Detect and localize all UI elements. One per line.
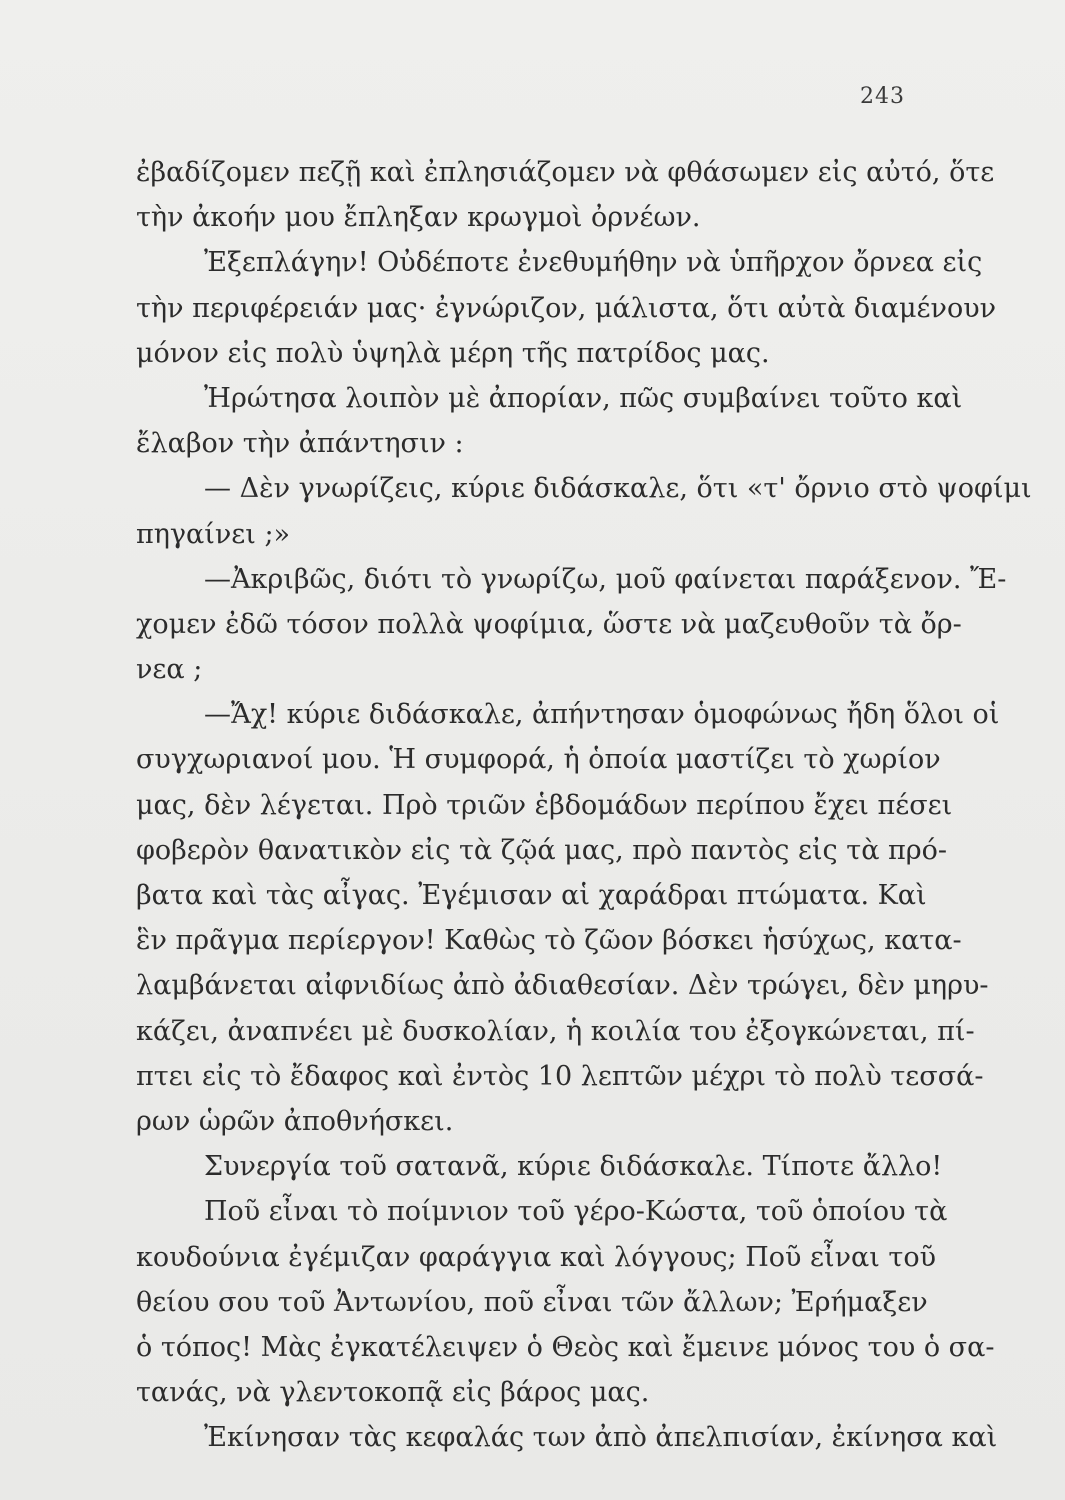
body-text — [136, 150, 1032, 1460]
text-line: ἔλαβον τὴν ἀπάντησιν : — [136, 428, 464, 460]
text-line: —Ἀκριβῶς, διότι τὸ γνωρίζω, μοῦ φαίνεται παράξενον. Ἔ- — [204, 563, 1007, 595]
text-line: πηγαίνει ;» — [136, 518, 291, 550]
page-number: 243 — [860, 84, 905, 109]
text-line: ἐβαδίζομεν πεζῇ καὶ ἐπλησιάζομεν νὰ φθάσωμεν εἰς αὐτό, ὅτε — [136, 157, 995, 188]
text-line: ρων ὡρῶν ἀποθνήσκει. — [136, 1105, 454, 1137]
text-line: βατα καὶ τὰς αἶγας. Ἐγέμισαν αἱ χαράδραι πτώματα. Καὶ — [136, 880, 927, 911]
text-line: ὁ τόπος! Μὰς ἐγκατέλειψεν ὁ Θεὸς καὶ ἔμεινε μόνος του ὁ σα- — [136, 1331, 995, 1363]
text-line: μόνον εἰς πολὺ ὑψηλὰ μέρη τῆς πατρίδος μας. — [136, 337, 770, 369]
text-line: Ἐξεπλάγην! Οὐδέποτε ἐνεθυμήθην νὰ ὑπῆρχον ὄρνεα εἰς — [204, 247, 983, 279]
text-line: τὴν περιφέρειάν μας· ἐγνώριζον, μάλιστα, ὅτι αὐτὰ διαμένουν — [136, 292, 997, 324]
text-line: τανάς, νὰ γλεντοκοπᾷ εἰς βάρος μας. — [136, 1377, 650, 1409]
text-line: χομεν ἐδῶ τόσον πολλὰ ψοφίμια, ὥστε νὰ μαζευθοῦν τὰ ὄρ- — [136, 608, 962, 640]
text-line: πτει εἰς τὸ ἔδαφος καὶ ἐντὸς 10 λεπτῶν μέχρι τὸ πολὺ τεσσά- — [136, 1060, 984, 1092]
text-line: Ἠρώτησα λοιπὸν μὲ ἀπορίαν, πῶς συμβαίνει τοῦτο καὶ — [204, 382, 963, 414]
text-line: μας, δὲν λέγεται. Πρὸ τριῶν ἑβδομάδων περίπου ἔχει πέσει — [136, 789, 953, 821]
text-line: συγχωριανοί μου. Ἡ συμφορά, ἡ ὁποία μαστίζει τὸ χωρίον — [136, 744, 941, 776]
text-line: τὴν ἀκοήν μου ἔπληξαν κρωγμοὶ ὀρνέων. — [136, 202, 701, 234]
text-line: θείου σου τοῦ Ἀντωνίου, ποῦ εἶναι τῶν ἄλλων; Ἐρήμαξεν — [136, 1286, 928, 1318]
text-line: φοβερὸν θανατικὸν εἰς τὰ ζῷά μας, πρὸ παντὸς εἰς τὰ πρό- — [136, 834, 948, 866]
text-line: — Δὲν γνωρίζεις, κύριε διδάσκαλε, ὅτι «τ' ὄρνιο στὸ ψοφίμι — [204, 473, 1032, 505]
text-line: λαμβάνεται αἰφνιδίως ἀπὸ ἀδιαθεσίαν. Δὲν τρώγει, δὲν μηρυ- — [136, 970, 989, 1002]
text-line: κουδούνια ἐγέμιζαν φαράγγια καὶ λόγγους; Ποῦ εἶναι τοῦ — [136, 1241, 936, 1273]
text-line: —Ἄχ! κύριε διδάσκαλε, ἀπήντησαν ὁμοφώνως ἤδη ὅλοι οἱ — [204, 699, 1000, 731]
text-line: νεα ; — [136, 654, 203, 686]
text-line: Συνεργία τοῦ σατανᾶ, κύριε διδάσκαλε. Τίποτε ἄλλο! — [204, 1151, 943, 1183]
text-line: Ἐκίνησαν τὰς κεφαλάς των ἀπὸ ἀπελπισίαν, ἐκίνησα καὶ — [204, 1422, 998, 1454]
text-line: ἓν πρᾶγμα περίεργον! Καθὼς τὸ ζῶον βόσκει ἡσύχως, κατα- — [136, 925, 962, 957]
text-line: Ποῦ εἶναι τὸ ποίμνιον τοῦ γέρο-Κώστα, τοῦ ὁποίου τὰ — [204, 1196, 948, 1228]
text-line: κάζει, ἀναπνέει μὲ δυσκολίαν, ἡ κοιλία του ἐξογκώνεται, πί- — [136, 1015, 975, 1047]
